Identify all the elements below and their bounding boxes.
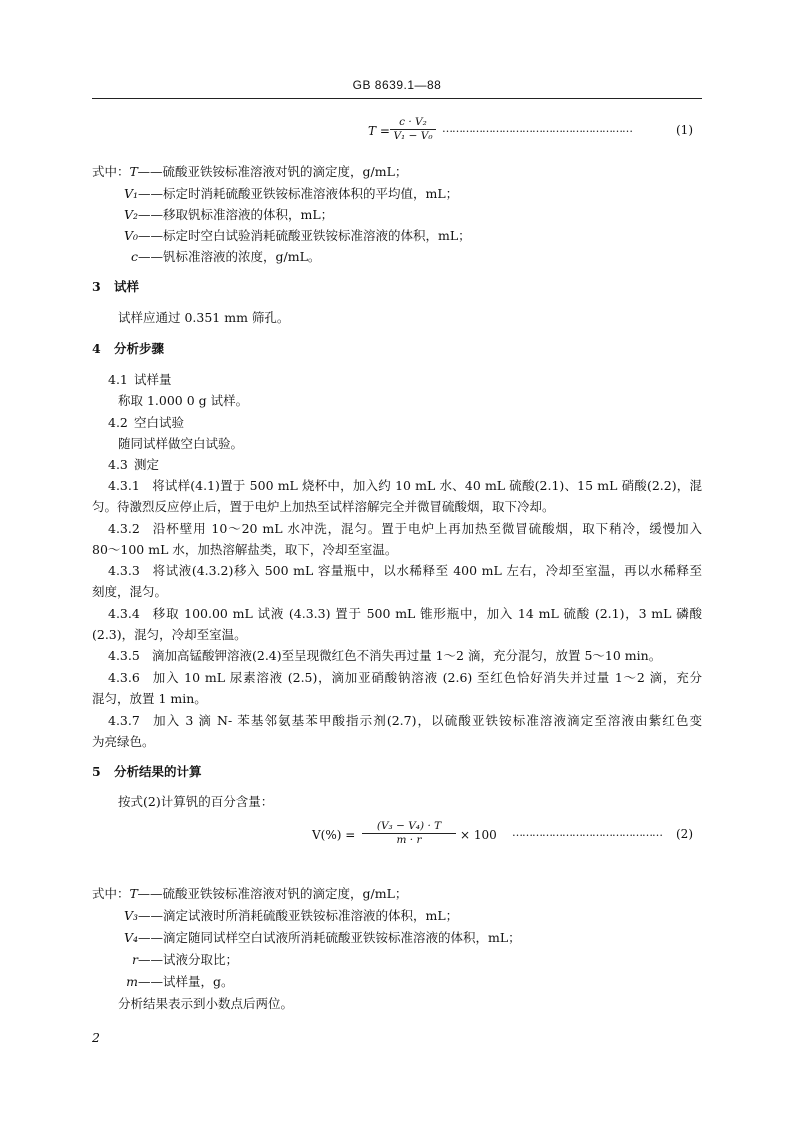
eq2-dots: ……………………………………… [512, 826, 662, 839]
def2-row-3: r——试液分取比； [132, 952, 239, 967]
section-4-heading: 4 分析步骤 [92, 341, 165, 356]
section-4-2-heading: 4.2 空白试验 [108, 415, 185, 430]
section-4-3-heading: 4.3 测定 [108, 457, 160, 472]
result-note: 分析结果表示到小数点后两位。 [118, 996, 294, 1011]
section-5-intro: 按式(2)计算钒的百分含量： [118, 794, 274, 809]
def2-row-0: 式中：T——硫酸亚铁铵标准溶液对钒的滴定度，g/mL； [92, 886, 408, 901]
section-4-2-body: 随同试样做空白试验。 [118, 436, 244, 451]
section-4-1-heading: 4.1 试样量 [108, 372, 172, 387]
header-rule [92, 98, 702, 99]
page-number: 2 [92, 1030, 100, 1045]
page-header: GB 8639.1—88 [352, 78, 442, 92]
eq2-fraction [362, 820, 456, 847]
eq1-fraction [390, 116, 436, 143]
eq1-denominator: V₁ − V₀ [393, 130, 433, 142]
def2-row-2: V₄——滴定随同试样空白试液所消耗硫酸亚铁铵标准溶液的体积，mL； [123, 930, 521, 945]
section-4-1-body: 称取 1.000 0 g 试样。 [118, 393, 249, 408]
def1-row-1: V₁——标定时消耗硫酸亚铁铵标准溶液体积的平均值，mL； [123, 186, 459, 201]
def1-row-4: c——钒标准溶液的浓度，g/mL。 [130, 249, 321, 264]
section-3-body: 试样应通过 0.351 mm 筛孔。 [118, 310, 290, 325]
eq2-numerator: (V₃ − V₄) · T [362, 820, 456, 834]
def2-row-1: V₃——滴定试液时所消耗硫酸亚铁铵标准溶液的体积，mL； [123, 908, 459, 923]
section-3-heading: 3 试样 [92, 279, 140, 294]
eq2-tail: × 100 [460, 828, 497, 842]
eq1-numerator: c · V₂ [390, 116, 436, 130]
section-5-heading: 5 分析结果的计算 [92, 764, 202, 779]
eq2-denominator: m · r [396, 834, 422, 846]
def1-row-0: 式中：T——硫酸亚铁铵标准溶液对钒的滴定度，g/mL； [92, 164, 408, 179]
eq1-dots: ………………………………………………… [442, 122, 632, 135]
def1-row-2: V₂——移取钒标准溶液的体积，mL； [123, 207, 334, 222]
eq2-number: (2) [676, 827, 693, 841]
eq1-number: (1) [676, 123, 693, 137]
eq2-lhs: V(%) = [312, 828, 356, 842]
def2-row-4: m——试样量，g。 [126, 974, 234, 989]
def1-row-3: V₀——标定时空白试验消耗硫酸亚铁铵标准溶液的体积，mL； [123, 228, 471, 243]
eq1-lhs: T = [368, 124, 390, 138]
